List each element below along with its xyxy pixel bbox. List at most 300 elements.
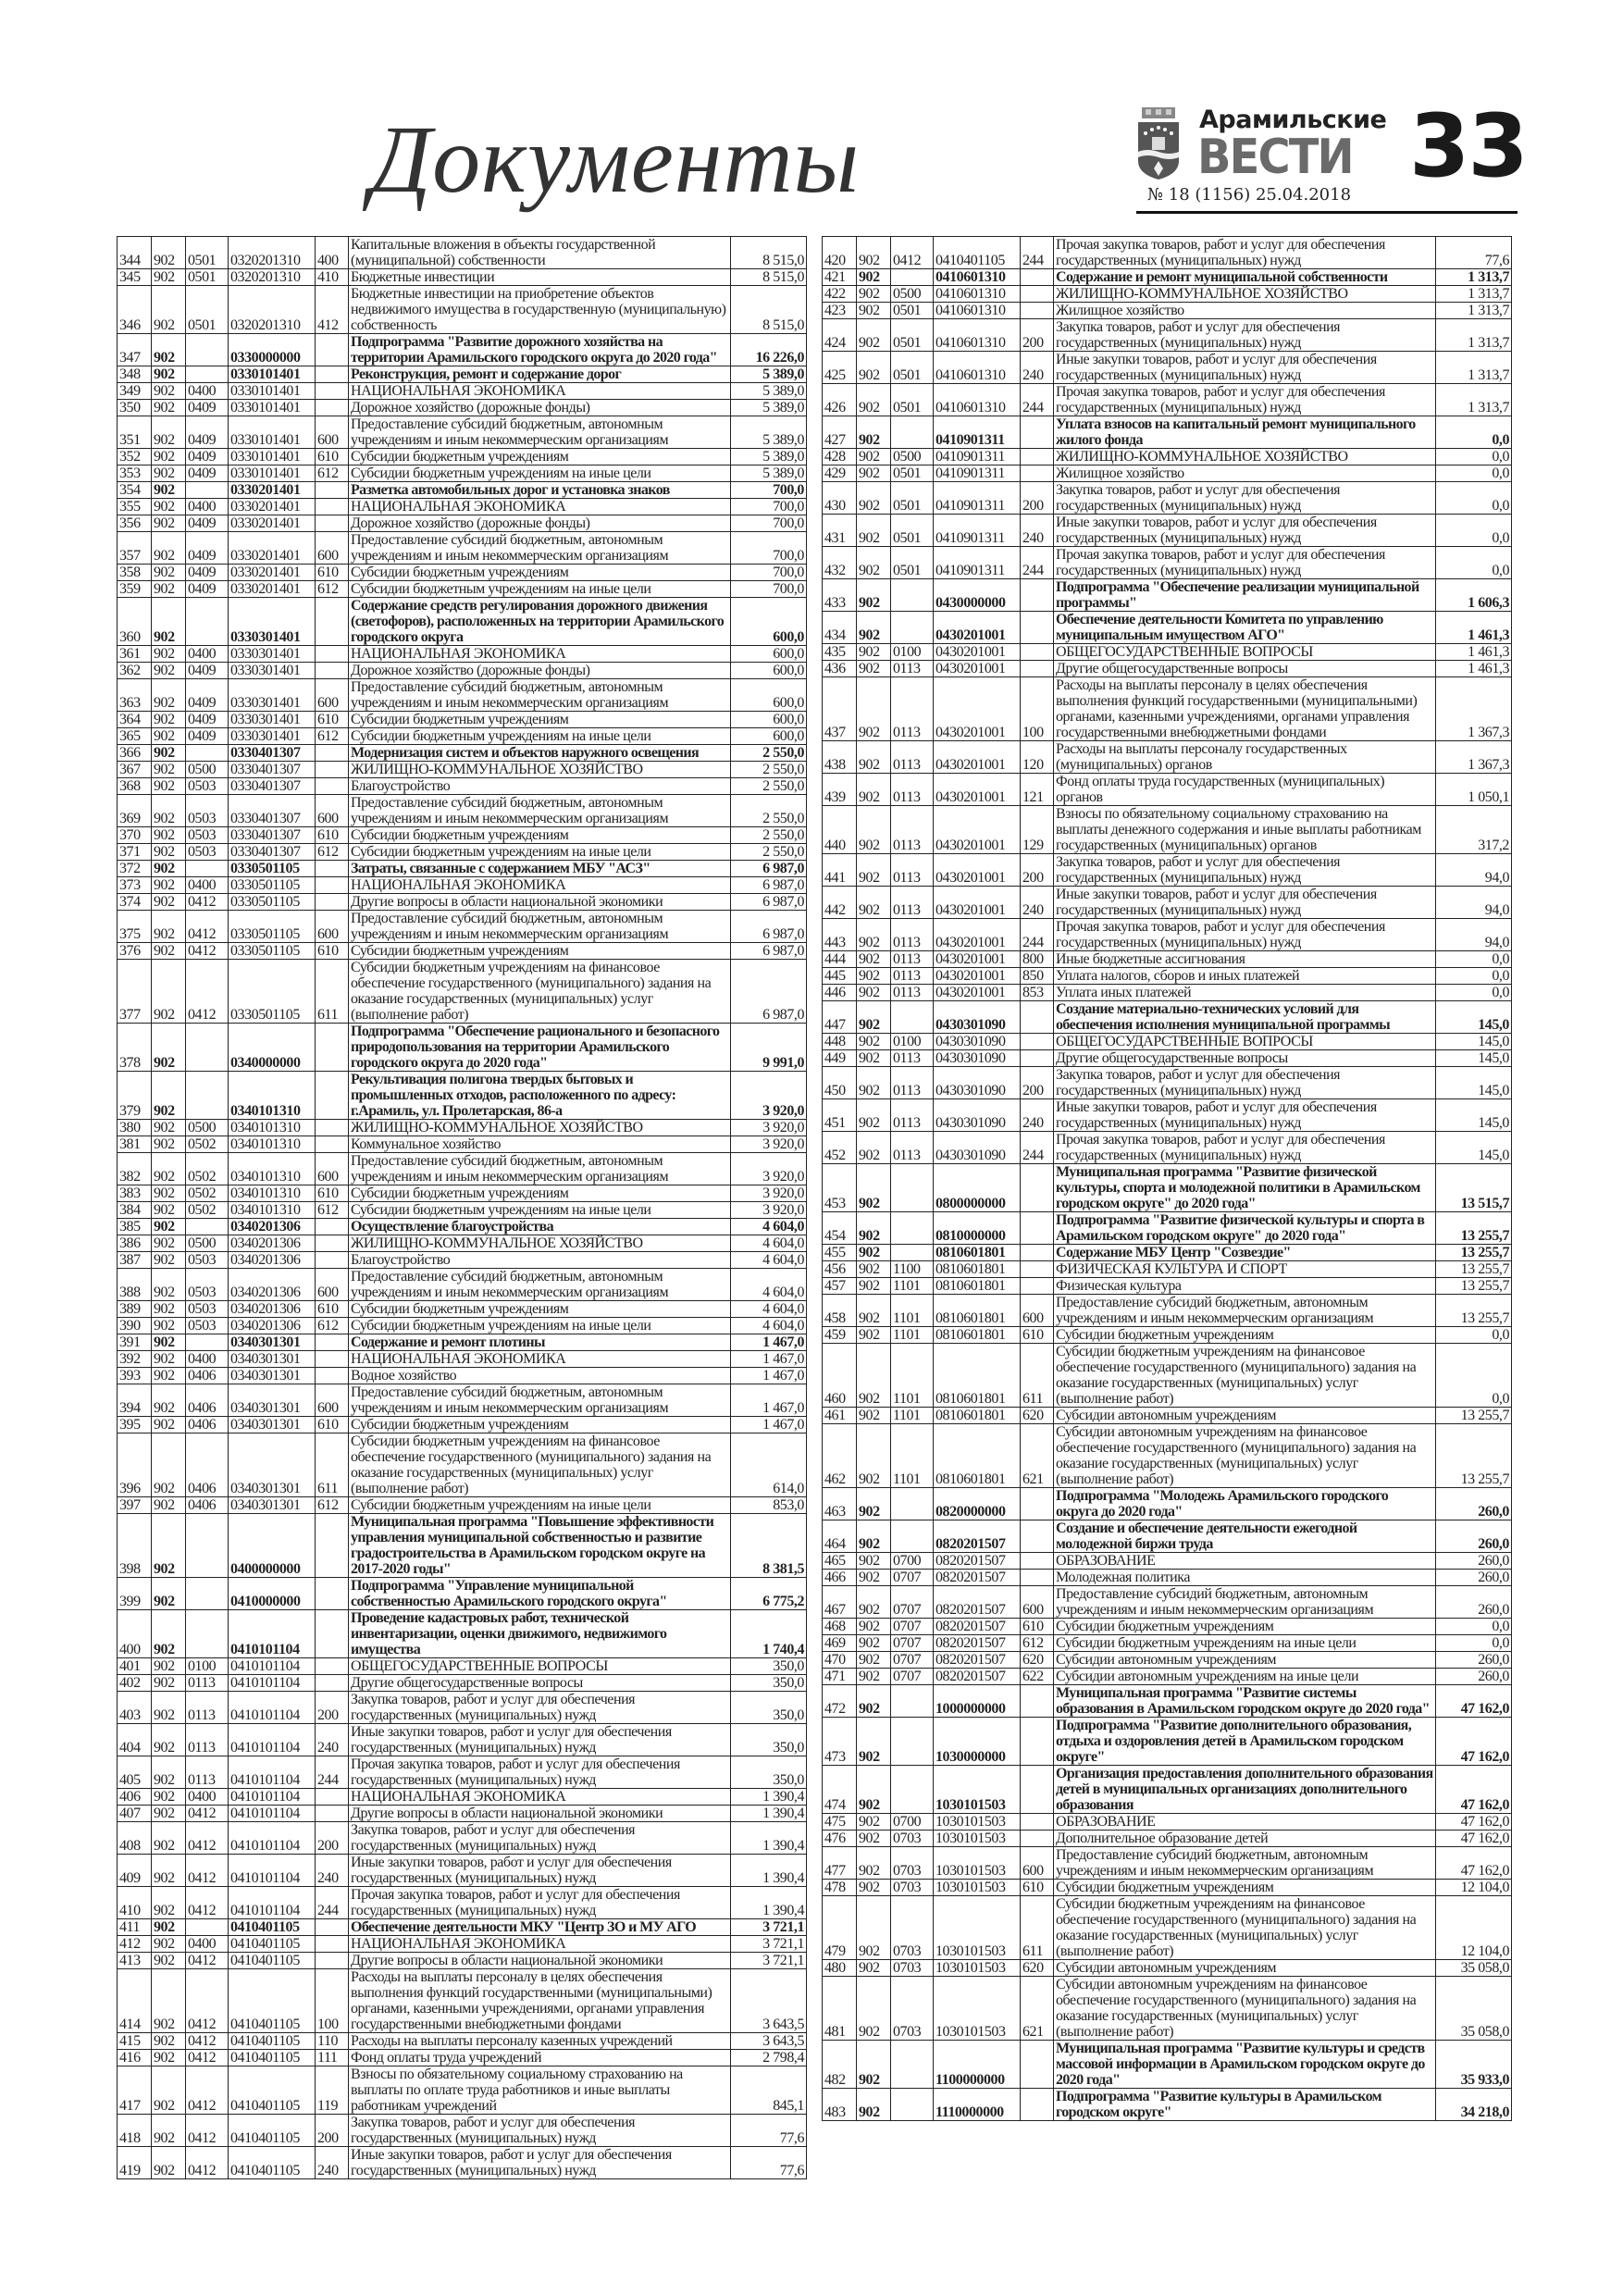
row-number-cell: 369 [118,795,152,827]
section-code-cell: 0412 [186,1822,229,1855]
admin-code-cell: 902 [857,1001,891,1034]
amount-cell: 350,0 [731,1756,807,1789]
target-article-cell: 0340301301 [229,1368,316,1384]
description-cell: Подпрограмма "Развитие дополнительного образования, отдыха и оздоровления детей в Арамильском городском округе" [1054,1718,1436,1766]
amount-cell: 600,0 [731,663,807,679]
admin-code-cell: 902 [857,1327,891,1344]
amount-cell: 1 467,0 [731,1384,807,1417]
row-number-cell: 456 [823,1261,857,1278]
row-number-cell: 395 [118,1417,152,1433]
admin-code-cell: 902 [152,911,186,943]
row-number-cell: 405 [118,1756,152,1789]
target-article-cell: 0820201507 [934,1619,1021,1635]
table-row [118,762,807,778]
row-number-cell: 474 [823,1766,857,1814]
description-cell: Подпрограмма "Управление муниципальной собственностью Арамильского городского округа" [349,1578,731,1610]
table-row [823,854,1512,887]
row-number-cell: 478 [823,1880,857,1896]
target-article-cell: 0340101310 [229,1120,316,1136]
table-row [823,1766,1512,1814]
admin-code-cell: 902 [857,644,891,661]
description-cell: Дорожное хозяйство (дорожные фонды) [349,515,731,532]
expense-type-cell [316,366,349,383]
expense-type-cell: 600 [316,679,349,712]
description-cell: НАЦИОНАЛЬНАЯ ЭКОНОМИКА [349,499,731,515]
row-number-cell: 360 [118,598,152,646]
section-code-cell: 0707 [891,1635,934,1652]
target-article-cell: 0410000000 [229,1578,316,1610]
description-cell: Другие общегосударственные вопросы [1054,1050,1436,1067]
admin-code-cell: 902 [857,1408,891,1424]
expense-type-cell: 610 [1021,1327,1054,1344]
section-code-cell [186,745,229,762]
section-code-cell: 0113 [891,677,934,741]
section-code-cell: 1101 [891,1344,934,1408]
table-row [118,1724,807,1756]
target-article-cell: 0330101401 [229,465,316,482]
section-code-cell [891,2089,934,2121]
target-article-cell: 0330401307 [229,827,316,844]
row-number-cell: 466 [823,1570,857,1586]
table-row [823,579,1512,612]
section-code-cell: 0502 [186,1185,229,1202]
expense-type-cell: 600 [1021,1847,1054,1880]
row-number-cell: 368 [118,778,152,795]
row-number-cell: 437 [823,677,857,741]
row-number-cell: 460 [823,1344,857,1408]
table-row [823,1245,1512,1261]
admin-code-cell: 902 [857,985,891,1001]
description-cell: Предоставление субсидий бюджетным, автономным учреждениям и иным некоммерческим организациям [1054,1847,1436,1880]
table-row [118,581,807,598]
admin-code-cell: 902 [152,1497,186,1514]
amount-cell: 13 255,7 [1436,1212,1512,1245]
expense-type-cell: 600 [316,1153,349,1185]
amount-cell: 94,0 [1436,919,1512,951]
amount-cell: 3 721,1 [731,1919,807,1936]
section-code-cell: 0113 [891,806,934,854]
admin-code-cell: 902 [152,1120,186,1136]
table-row [118,1351,807,1368]
table-row [823,1520,1512,1553]
row-number-cell: 467 [823,1586,857,1619]
target-article-cell: 0430201001 [934,951,1021,968]
expense-type-cell [316,778,349,795]
amount-cell: 4 604,0 [731,1318,807,1334]
expense-type-cell [316,762,349,778]
expense-type-cell [316,1936,349,1953]
table-row [118,1301,807,1318]
amount-cell: 5 389,0 [731,383,807,400]
section-code-cell: 1101 [891,1327,934,1344]
description-cell: Закупка товаров, работ и услуг для обеспечения государственных (муниципальных) нужд [349,1822,731,1855]
table-row [118,1514,807,1578]
row-number-cell: 482 [823,2041,857,2089]
admin-code-cell: 902 [857,1766,891,1814]
expense-type-cell [1021,303,1054,319]
expense-type-cell [316,1514,349,1578]
row-number-cell: 442 [823,887,857,919]
amount-cell: 260,0 [1436,1669,1512,1685]
section-code-cell [891,1766,934,1814]
description-cell: Субсидии бюджетным учреждениям [1054,1619,1436,1635]
section-code-cell: 0113 [891,774,934,806]
table-row [118,1806,807,1822]
expense-type-cell [1021,1001,1054,1034]
section-code-cell: 0409 [186,416,229,449]
section-code-cell: 0500 [186,1120,229,1136]
target-article-cell: 0410401105 [934,237,1021,269]
description-cell: Жилищное хозяйство [1054,465,1436,482]
section-code-cell [891,1520,934,1553]
expense-type-cell [316,1368,349,1384]
section-code-cell: 0501 [186,237,229,269]
table-row [823,515,1512,547]
target-article-cell: 0810601801 [934,1245,1021,1261]
target-article-cell: 0820201507 [934,1553,1021,1570]
row-number-cell: 401 [118,1658,152,1675]
description-cell: ЖИЛИЩНО-КОММУНАЛЬНОЕ ХОЗЯЙСТВО [1054,449,1436,465]
amount-cell: 350,0 [731,1658,807,1675]
description-cell: Субсидии бюджетным учреждениям на иные цели [349,1202,731,1219]
admin-code-cell: 902 [857,1245,891,1261]
table-row [118,1318,807,1334]
target-article-cell: 0410101104 [229,1756,316,1789]
row-number-cell: 363 [118,679,152,712]
table-row [823,1261,1512,1278]
row-number-cell: 457 [823,1278,857,1295]
description-cell: Создание и обеспечение деятельности ежегодной молодежной биржи труда [1054,1520,1436,1553]
table-row [118,416,807,449]
admin-code-cell: 902 [152,960,186,1024]
description-cell: Закупка товаров, работ и услуг для обеспечения государственных (муниципальных) нужд [1054,319,1436,352]
table-row [118,334,807,366]
admin-code-cell: 902 [857,1652,891,1669]
amount-cell: 1 367,3 [1436,677,1512,741]
row-number-cell: 429 [823,465,857,482]
table-row [823,985,1512,1001]
section-code-cell: 0113 [186,1692,229,1724]
amount-cell: 1 313,7 [1436,269,1512,286]
section-code-cell [186,1514,229,1578]
amount-cell: 145,0 [1436,1034,1512,1050]
description-cell: Закупка товаров, работ и услуг для обеспечения государственных (муниципальных) нужд [1054,854,1436,887]
table-row [823,1619,1512,1635]
section-code-cell: 0707 [891,1570,934,1586]
expense-type-cell: 121 [1021,774,1054,806]
description-cell: ЖИЛИЩНО-КОММУНАЛЬНОЕ ХОЗЯЙСТВО [349,1235,731,1252]
description-cell: ЖИЛИЩНО-КОММУНАЛЬНОЕ ХОЗЯЙСТВО [349,762,731,778]
amount-cell: 853,0 [731,1497,807,1514]
section-code-cell: 0113 [891,968,934,985]
header-rule [1136,211,1518,214]
table-row [118,482,807,499]
section-code-cell [891,2041,934,2089]
row-number-cell: 418 [118,2115,152,2147]
amount-cell: 700,0 [731,515,807,532]
expense-type-cell: 611 [316,1433,349,1497]
expense-type-cell: 244 [316,1756,349,1789]
admin-code-cell: 902 [857,1960,891,1977]
target-article-cell: 0410101104 [229,1692,316,1724]
amount-cell: 6 987,0 [731,911,807,943]
amount-cell: 12 104,0 [1436,1896,1512,1960]
row-number-cell: 420 [823,237,857,269]
expense-type-cell: 610 [316,943,349,960]
row-number-cell: 378 [118,1024,152,1072]
description-cell: Прочая закупка товаров, работ и услуг для обеспечения государственных (муниципальных) нужд [1054,547,1436,579]
amount-cell: 145,0 [1436,1099,1512,1132]
section-title: Документы [370,106,861,213]
table-row [118,1610,807,1658]
expense-type-cell: 612 [316,465,349,482]
table-row [118,400,807,416]
target-article-cell: 0410401105 [229,2050,316,2066]
amount-cell: 0,0 [1436,482,1512,515]
target-article-cell: 0430201001 [934,661,1021,677]
section-code-cell: 1100 [891,1261,934,1278]
description-cell: НАЦИОНАЛЬНАЯ ЭКОНОМИКА [349,1936,731,1953]
admin-code-cell: 902 [152,482,186,499]
target-article-cell: 0340301301 [229,1334,316,1351]
target-article-cell: 0340201306 [229,1219,316,1235]
section-code-cell: 0409 [186,532,229,565]
expense-type-cell [316,1578,349,1610]
description-cell: Содержание и ремонт муниципальной собственности [1054,269,1436,286]
description-cell: Рекультивация полигона твердых бытовых и промышленных отходов, расположенного по адресу: г.Арамиль, ул. Пролетарская, 86-а [349,1072,731,1120]
description-cell: Прочая закупка товаров, работ и услуг для обеспечения государственных (муниципальных) нужд [349,1756,731,1789]
admin-code-cell: 902 [857,968,891,985]
table-row [118,237,807,269]
description-cell: ОБЩЕГОСУДАРСТВЕННЫЕ ВОПРОСЫ [1054,1034,1436,1050]
amount-cell: 13 255,7 [1436,1261,1512,1278]
admin-code-cell: 902 [152,1202,186,1219]
table-row [823,1001,1512,1034]
description-cell: Разметка автомобильных дорог и установка знаков [349,482,731,499]
target-article-cell: 1030101503 [934,1977,1021,2041]
target-article-cell: 0430201001 [934,644,1021,661]
admin-code-cell: 902 [857,416,891,449]
amount-cell: 260,0 [1436,1488,1512,1520]
target-article-cell: 0430301090 [934,1099,1021,1132]
amount-cell: 1 390,4 [731,1822,807,1855]
admin-code-cell: 902 [152,383,186,400]
target-article-cell: 0410101104 [229,1658,316,1675]
description-cell: Предоставление субсидий бюджетным, автономным учреждениям и иным некоммерческим организациям [349,679,731,712]
description-cell: Иные закупки товаров, работ и услуг для обеспечения государственных (муниципальных) нужд [1054,887,1436,919]
table-row [823,1132,1512,1164]
admin-code-cell: 902 [857,2089,891,2121]
section-code-cell: 0400 [186,1936,229,1953]
expense-type-cell: 622 [1021,1669,1054,1685]
target-article-cell: 0340101310 [229,1136,316,1153]
amount-cell: 6 987,0 [731,943,807,960]
description-cell: Муниципальная программа "Развитие физической культуры, спорта и молодежной политики в Арамильском городском округе" до 2020 года" [1054,1164,1436,1212]
amount-cell: 5 389,0 [731,416,807,449]
description-cell: Предоставление субсидий бюджетным, автономным учреждениям и иным некоммерческим организациям [349,416,731,449]
section-code-cell [186,334,229,366]
target-article-cell: 0810601801 [934,1408,1021,1424]
admin-code-cell: 902 [152,334,186,366]
description-cell: Иные бюджетные ассигнования [1054,951,1436,968]
table-row [823,1050,1512,1067]
target-article-cell: 0430201001 [934,919,1021,951]
admin-code-cell: 902 [857,1880,891,1896]
admin-code-cell: 902 [152,2050,186,2066]
row-number-cell: 380 [118,1120,152,1136]
row-number-cell: 364 [118,712,152,728]
expense-type-cell: 200 [1021,854,1054,887]
amount-cell: 0,0 [1436,1635,1512,1652]
row-number-cell: 393 [118,1368,152,1384]
admin-code-cell: 902 [152,1384,186,1417]
amount-cell: 6 987,0 [731,960,807,1024]
section-code-cell: 0501 [891,515,934,547]
amount-cell: 13 255,7 [1436,1295,1512,1327]
table-row [118,795,807,827]
expense-type-cell [316,745,349,762]
target-article-cell: 0330401307 [229,762,316,778]
description-cell: НАЦИОНАЛЬНАЯ ЭКОНОМИКА [349,1789,731,1806]
amount-cell: 1 461,3 [1436,644,1512,661]
admin-code-cell: 902 [152,581,186,598]
admin-code-cell: 902 [152,1578,186,1610]
admin-code-cell: 902 [857,919,891,951]
section-code-cell: 0409 [186,581,229,598]
expense-type-cell [316,383,349,400]
expense-type-cell [1021,1261,1054,1278]
target-article-cell: 0330201401 [229,515,316,532]
row-number-cell: 463 [823,1488,857,1520]
admin-code-cell: 902 [152,1789,186,1806]
table-row [118,663,807,679]
amount-cell: 8 515,0 [731,269,807,286]
section-code-cell: 0409 [186,515,229,532]
section-code-cell: 0501 [891,384,934,416]
table-row [823,1960,1512,1977]
expense-type-cell: 120 [1021,741,1054,774]
expense-type-cell: 612 [316,1497,349,1514]
section-code-cell [186,1072,229,1120]
table-row [118,1756,807,1789]
newspaper-name-top: Арамильские [1199,105,1387,134]
expense-type-cell: 612 [316,1318,349,1334]
expense-type-cell: 129 [1021,806,1054,854]
description-cell: Субсидии бюджетным учреждениям [349,943,731,960]
admin-code-cell: 902 [152,1351,186,1368]
admin-code-cell: 902 [152,2066,186,2115]
description-cell: Прочая закупка товаров, работ и услуг для обеспечения государственных (муниципальных) нужд [349,1887,731,1919]
expense-type-cell [1021,1766,1054,1814]
section-code-cell: 1101 [891,1278,934,1295]
target-article-cell: 0340101310 [229,1185,316,1202]
row-number-cell: 477 [823,1847,857,1880]
section-code-cell: 0412 [891,237,934,269]
amount-cell: 47 162,0 [1436,1847,1512,1880]
amount-cell: 6 775,2 [731,1578,807,1610]
row-number-cell: 402 [118,1675,152,1692]
expense-type-cell [316,663,349,679]
table-row [118,844,807,861]
description-cell: Иные закупки товаров, работ и услуг для обеспечения государственных (муниципальных) нужд [1054,515,1436,547]
admin-code-cell: 902 [152,861,186,877]
table-row [118,465,807,482]
admin-code-cell: 902 [152,269,186,286]
admin-code-cell: 902 [857,465,891,482]
section-code-cell: 0409 [186,712,229,728]
amount-cell: 47 162,0 [1436,1685,1512,1718]
section-code-cell: 0503 [186,778,229,795]
target-article-cell: 0430201001 [934,968,1021,985]
admin-code-cell: 902 [857,1718,891,1766]
description-cell: Субсидии бюджетным учреждениям [349,1185,731,1202]
table-row [118,827,807,844]
expense-type-cell [316,1806,349,1822]
table-row [823,1570,1512,1586]
amount-cell: 2 550,0 [731,827,807,844]
expense-type-cell: 612 [316,1202,349,1219]
expense-type-cell: 200 [1021,1067,1054,1099]
admin-code-cell: 902 [152,2115,186,2147]
target-article-cell: 0340301301 [229,1417,316,1433]
admin-code-cell: 902 [857,1278,891,1295]
target-article-cell: 0810601801 [934,1261,1021,1278]
expense-type-cell: 600 [316,1384,349,1417]
row-number-cell: 469 [823,1635,857,1652]
description-cell: Муниципальная программа "Развитие культуры и средств массовой информации в Арамильском городском округе до 2020 года" [1054,2041,1436,2089]
section-code-cell: 0707 [891,1586,934,1619]
amount-cell: 6 987,0 [731,861,807,877]
expense-type-cell [1021,1553,1054,1570]
table-row [823,2089,1512,2121]
target-article-cell: 0340101310 [229,1153,316,1185]
admin-code-cell: 902 [152,1658,186,1675]
target-article-cell: 0810601801 [934,1344,1021,1408]
description-cell: Предоставление субсидий бюджетным, автономным учреждениям и иным некоммерческим организациям [349,532,731,565]
section-code-cell: 0100 [891,644,934,661]
description-cell: ЖИЛИЩНО-КОММУНАЛЬНОЕ ХОЗЯЙСТВО [1054,286,1436,303]
description-cell: Прочая закупка товаров, работ и услуг для обеспечения государственных (муниципальных) нужд [1054,384,1436,416]
city-coat-of-arms-icon [1136,107,1181,180]
admin-code-cell: 902 [152,1024,186,1072]
section-code-cell: 0502 [186,1202,229,1219]
expense-type-cell [1021,1831,1054,1847]
table-row [823,1295,1512,1327]
description-cell: Субсидии бюджетным учреждениям на финансовое обеспечение государственного (муниципального) задания на оказание государственных (муниципальных) услуг (выполнение работ) [1054,1896,1436,1960]
row-number-cell: 354 [118,482,152,499]
expense-type-cell [1021,612,1054,644]
table-row [118,1822,807,1855]
amount-cell: 0,0 [1436,547,1512,579]
amount-cell: 5 389,0 [731,400,807,416]
table-row [823,968,1512,985]
amount-cell: 3 721,1 [731,1953,807,1969]
expense-type-cell: 800 [1021,951,1054,968]
target-article-cell: 1030101503 [934,1880,1021,1896]
budget-table-left-column [117,236,806,2179]
target-article-cell: 0820201507 [934,1520,1021,1553]
expense-type-cell [1021,269,1054,286]
row-number-cell: 415 [118,2033,152,2050]
description-cell: Создание материально-технических условий для обеспечения исполнения муниципальной программы [1054,1001,1436,1034]
row-number-cell: 435 [823,644,857,661]
amount-cell: 1 367,3 [1436,741,1512,774]
admin-code-cell: 902 [152,1269,186,1301]
description-cell: Жилищное хозяйство [1054,303,1436,319]
row-number-cell: 419 [118,2147,152,2179]
target-article-cell: 0410401105 [229,1969,316,2033]
table-row [118,1855,807,1887]
